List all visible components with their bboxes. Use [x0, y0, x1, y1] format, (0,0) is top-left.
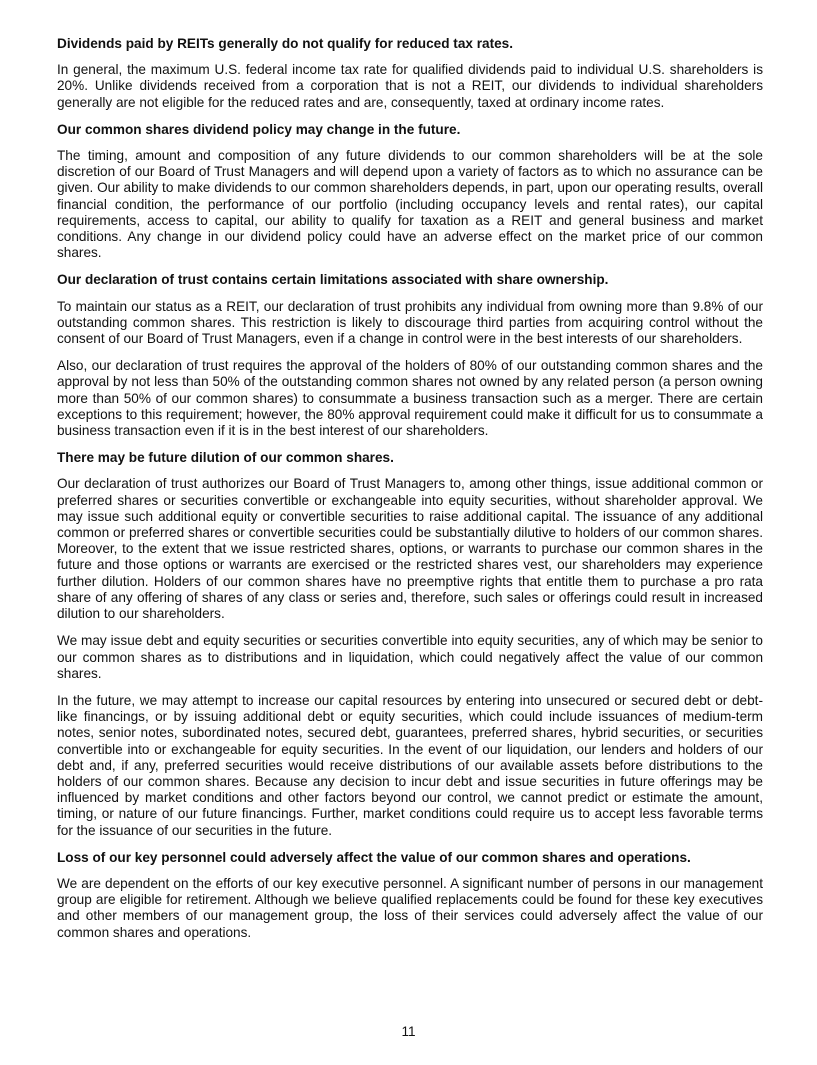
- page-number: 11: [401, 1024, 416, 1039]
- section-heading: Dividends paid by REITs generally do not qualify for reduced tax rates.: [57, 36, 513, 51]
- section-heading: Our declaration of trust contains certain limitations associated with share ownership.: [57, 272, 609, 288]
- section-heading: Loss of our key personnel could adversely affect the value of our common shares and operations.: [57, 849, 691, 865]
- body-paragraph: The timing, amount and composition of any future dividends to our common shareholders will be at the sole discretion of our Board of Trust Managers and will depend upon a variety of factors as to which no assurance can be given. Our ability to make dividends to our common shareholders depends, in part, upon our operating results, overall financial condition, the performance of our portfolio (including occupancy levels and rental rates), our capital requirements, access to capital, our ability to qualify for taxation as a REIT and general business and market conditions. Any change in our dividend policy could have an adverse effect on the market price of our common shares.: [57, 148, 763, 261]
- section-dividend-policy: [57, 122, 763, 262]
- section-dilution: [57, 450, 763, 838]
- body-paragraph: To maintain our status as a REIT, our declaration of trust prohibits any individual from owning more than 9.8% of our outstanding common shares. This restriction is likely to discourage third parties from acquiring control without the consent of our Board of Trust Managers, even if a change in control were in the best interests of our shareholders.: [57, 298, 763, 347]
- section-heading: There may be future dilution of our common shares.: [57, 450, 394, 466]
- body-paragraph: Our declaration of trust authorizes our Board of Trust Managers to, among other things, issue additional common or preferred shares or securities convertible or exchangeable into equity securities, without shareholder approval. We may issue such additional equity or convertible securities to raise additional capital. The issuance of any additional common or preferred shares or convertible securities could be substantially dilutive to holders of our common shares. Moreover, to the extent that we issue restricted shares, options, or warrants to purchase our common shares in the future and those options or warrants are exercised or the restricted shares vest, our shareholders may experience further dilution. Holders of our common shares have no preemptive rights that entitle them to purchase a pro rata share of any offering of shares of any class or series and, therefore, such sales or offerings could result in increased dilution to our shareholders.: [57, 476, 763, 622]
- document-page: [57, 36, 763, 952]
- body-paragraph: In general, the maximum U.S. federal income tax rate for qualified dividends paid to individual U.S. shareholders is 20%. Unlike dividends received from a corporation that is not a REIT, our dividends to individual shareholders generally are not eligible for the reduced rates and are, consequently, taxed at ordinary income rates.: [57, 62, 763, 110]
- body-paragraph: We may issue debt and equity securities or securities convertible into equity securities, any of which may be senior to our common shares as to distributions and in liquidation, which could negatively affect the value of our common shares.: [57, 633, 763, 681]
- section-key-personnel: [57, 850, 763, 941]
- body-paragraph: Also, our declaration of trust requires the approval of the holders of 80% of our outstanding common shares and the approval by not less than 50% of the outstanding common shares not owned by any related person (a person owning more than 50% of our common shares) to consummate a business transaction such as a merger. There are certain exceptions to this requirement; however, the 80% approval requirement could make it difficult for us to consummate a business transaction even if it is in the best interest of our shareholders.: [57, 358, 763, 439]
- body-paragraph: In the future, we may attempt to increase our capital resources by entering into unsecured or secured debt or debt-like financings, or by issuing additional debt or equity securities, which could include issuances of medium-term notes, senior notes, subordinated notes, secured debt, guarantees, preferred shares, hybrid securities, or securities convertible into or exchangeable for equity securities. In the event of our liquidation, our lenders and holders of our debt and, if any, preferred securities would receive distributions of our available assets before distributions to the holders of our common shares. Because any decision to incur debt and issue securities in future offerings may be influenced by market conditions and other factors beyond our control, we cannot predict or estimate the amount, timing, or nature of our future financings. Further, market conditions could require us to accept less favorable terms for the issuance of our securities in the future.: [57, 692, 763, 838]
- body-paragraph: We are dependent on the efforts of our key executive personnel. A significant number of persons in our management group are eligible for retirement. Although we believe qualified replacements could be found for these key executives and other members of our management group, the loss of their services could adversely affect the value of our common shares and operations.: [57, 875, 763, 940]
- section-dividends-tax: [57, 36, 763, 111]
- section-heading: Our common shares dividend policy may change in the future.: [57, 121, 461, 137]
- section-share-ownership-limits: [57, 272, 763, 439]
